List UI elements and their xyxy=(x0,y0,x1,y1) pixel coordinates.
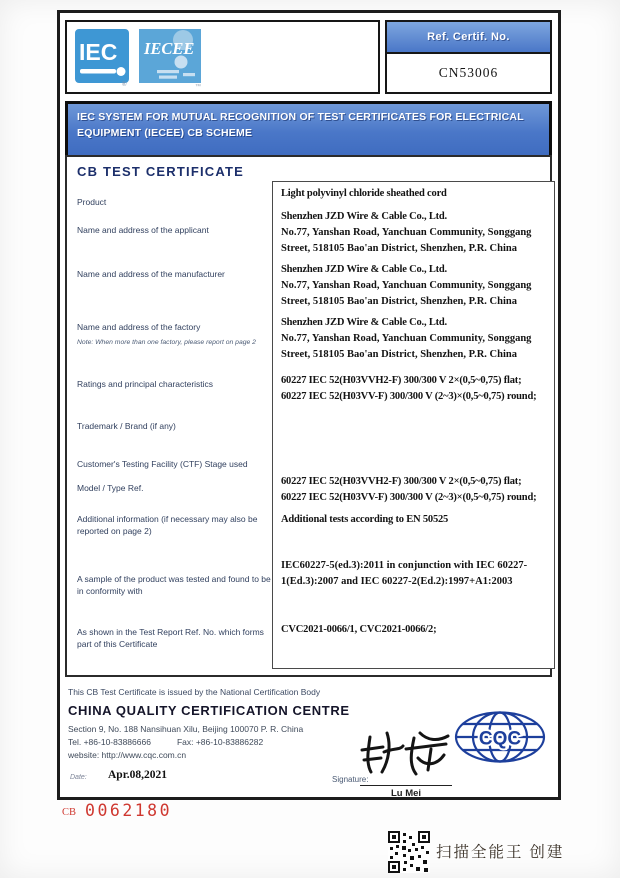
issued-by-line: This CB Test Certificate is issued by the National Certification Body xyxy=(68,687,321,697)
value-manufacturer-address: No.77, Yanshan Road, Yanchuan Community, Songgang Street, 518105 Bao'an District, Shenzhen, P.R. China xyxy=(281,280,532,307)
field-label-ctf: Customer's Testing Facility (CTF) Stage used xyxy=(77,459,248,469)
value-applicant-address: No.77, Yanshan Road, Yanchuan Community, Songgang Street, 518105 Bao'an District, Shenzhen, P.R. China xyxy=(281,227,532,254)
ncb-name: CHINA QUALITY CERTIFICATION CENTRE xyxy=(68,703,350,718)
value-factory-name: Shenzhen JZD Wire & Cable Co., Ltd. xyxy=(281,317,447,328)
ref-certif-box xyxy=(385,20,552,94)
cqc-logo-icon xyxy=(453,710,548,765)
value-standards: IEC60227-5(ed.3):2011 in conjunction with IEC 60227-1(Ed.3):2007 and IEC 60227-2(Ed.2):1997+A1:2003 xyxy=(281,560,528,587)
value-applicant-name: Shenzhen JZD Wire & Cable Co., Ltd. xyxy=(281,211,447,222)
ncb-contact xyxy=(68,737,263,747)
field-label-ratings: Ratings and principal characteristics xyxy=(77,379,214,389)
certificate-frame xyxy=(57,10,561,800)
field-label-applicant: Name and address of the applicant xyxy=(77,225,209,235)
signer-name: Lu Mei xyxy=(390,788,422,799)
cb-stamp xyxy=(62,801,172,820)
logo-box xyxy=(65,20,380,94)
field-label-product: Product xyxy=(77,197,107,207)
qr-code-icon xyxy=(388,831,430,873)
svg-text:®: ® xyxy=(122,82,127,87)
value-ratings xyxy=(281,373,550,405)
certificate-title: CB TEST CERTIFICATE xyxy=(77,164,244,179)
value-model-line1: 60227 IEC 52(H03VVH2-F) 300/300 V 2×(0,5~0,75) flat; xyxy=(281,476,522,487)
field-label-model: Model / Type Ref. xyxy=(77,483,144,493)
values-box xyxy=(272,181,555,669)
ncb-website: website: http://www.cqc.com.cn xyxy=(68,750,187,760)
value-ratings-line2: 60227 IEC 52(H03VV-F) 300/300 V (2~3)×(0,5~0,75) round; xyxy=(281,391,537,402)
field-label-factory: Name and address of the factory xyxy=(77,322,201,332)
field-label-trademark: Trademark / Brand (if any) xyxy=(77,421,176,431)
iecee-scheme-banner: IEC SYSTEM FOR MUTUAL RECOGNITION OF TEST CERTIFICATES FOR ELECTRICAL EQUIPMENT (IECEE) CB SCHEME xyxy=(65,101,552,159)
field-label-additional-info: Additional information (if necessary may also be reported on page 2) xyxy=(77,514,258,536)
value-ratings-line1: 60227 IEC 52(H03VVH2-F) 300/300 V 2×(0,5~0,75) flat; xyxy=(281,375,522,386)
ncb-fax: Fax: +86-10-83886282 xyxy=(176,737,264,747)
signature-line xyxy=(360,785,452,786)
cb-stamp-prefix: CB xyxy=(62,807,77,818)
value-factory-address: No.77, Yanshan Road, Yanchuan Community, Songgang Street, 518105 Bao'an District, Shenzhen, P.R. China xyxy=(281,333,532,360)
ref-certif-label: Ref. Certif. No. xyxy=(387,22,550,54)
value-test-report: CVC2021-0066/1, CVC2021-0066/2; xyxy=(281,624,437,635)
value-model xyxy=(281,474,550,506)
iecee-logo-text: IECEE xyxy=(144,39,195,58)
scanner-watermark-text: 扫描全能王 创建 xyxy=(436,844,565,861)
value-product: Light polyvinyl chloride sheathed cord xyxy=(281,188,447,199)
field-label-manufacturer: Name and address of the manufacturer xyxy=(77,269,225,279)
value-model-line2: 60227 IEC 52(H03VV-F) 300/300 V (2~3)×(0,5~0,75) round; xyxy=(281,492,537,503)
value-additional-info: Additional tests according to EN 50525 xyxy=(281,514,449,525)
iecee-logo-icon xyxy=(139,29,205,89)
value-applicant xyxy=(281,209,550,257)
ncb-address: Section 9, No. 188 Nansihuan Xilu, Beijing 100070 P. R. China xyxy=(68,724,304,734)
ncb-tel: Tel. +86-10-83886666 xyxy=(68,737,151,747)
field-label-test-report: As shown in the Test Report Ref. No. which forms part of this Certificate xyxy=(77,627,264,649)
svg-text:™: ™ xyxy=(195,84,201,89)
field-label-conformity: A sample of the product was tested and found to be in conformity with xyxy=(77,574,271,596)
value-manufacturer xyxy=(281,262,550,310)
cb-stamp-number: 0062180 xyxy=(85,801,173,820)
value-manufacturer-name: Shenzhen JZD Wire & Cable Co., Ltd. xyxy=(281,264,447,275)
certificate-body xyxy=(65,155,552,677)
ref-certif-number: CN53006 xyxy=(438,65,499,80)
handwritten-signature xyxy=(356,725,456,783)
value-factory xyxy=(281,315,550,363)
cqc-logo-text: CQC xyxy=(478,728,522,750)
signature-label: Signature: xyxy=(332,775,369,784)
date-value: Apr.08,2021 xyxy=(108,769,167,781)
iec-logo-text: IEC xyxy=(79,39,118,65)
factory-note: Note: When more than one factory, please report on page 2 xyxy=(77,339,256,346)
iec-logo-icon xyxy=(75,29,131,87)
date-label: Date: xyxy=(70,774,87,781)
